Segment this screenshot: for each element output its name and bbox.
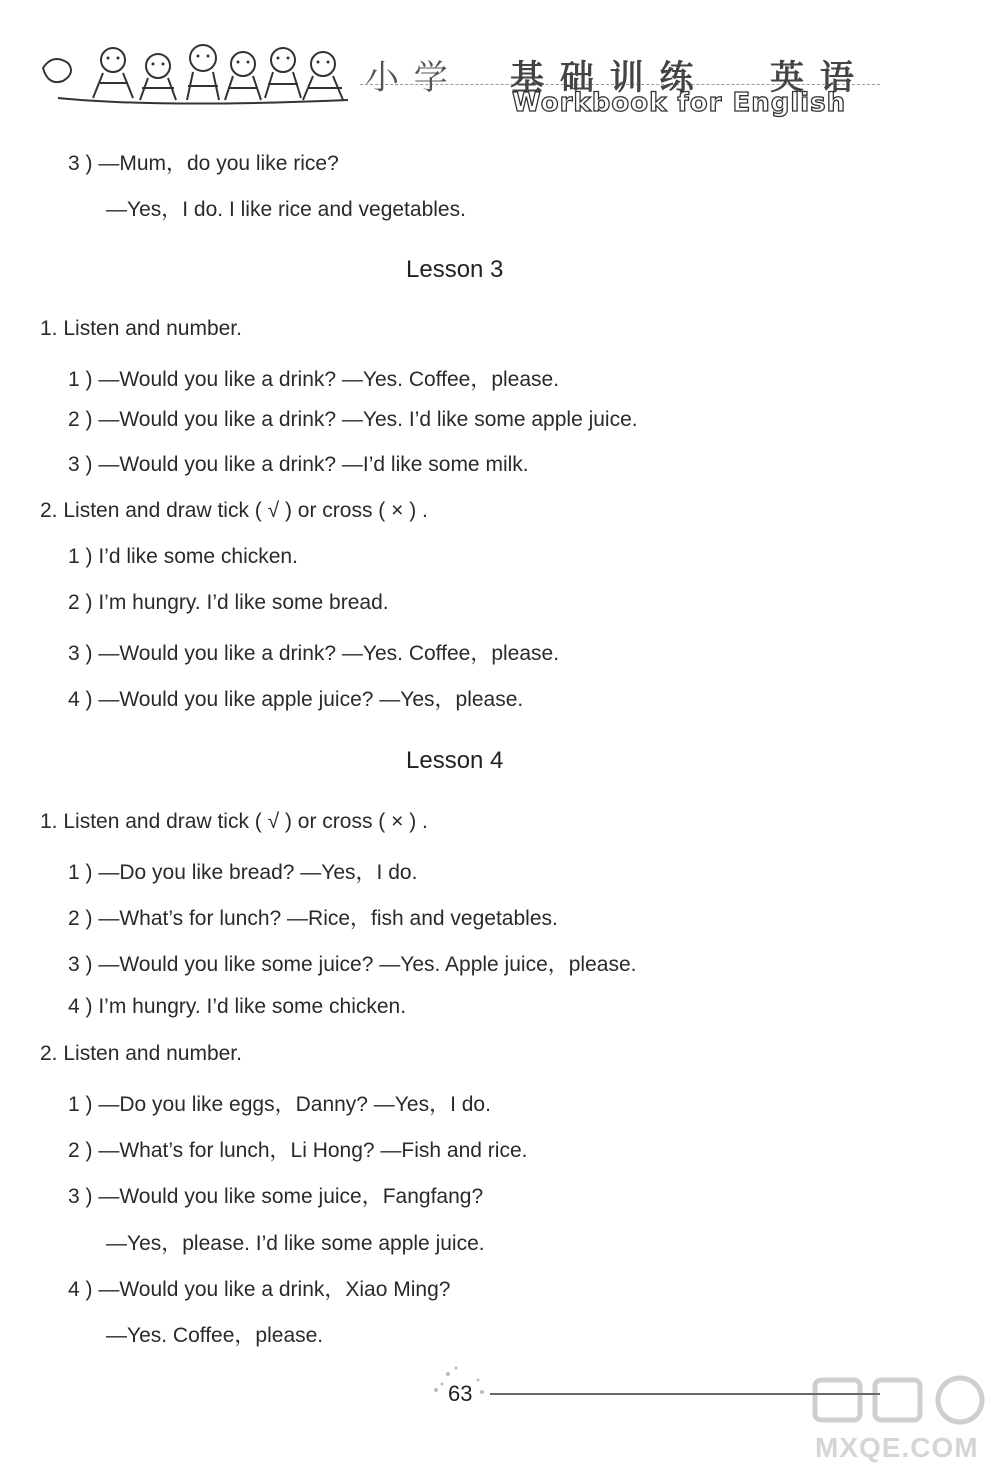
- answer-line: 1 ) —Do you like bread? —Yes，I do.: [68, 861, 418, 884]
- answer-line: 3 ) —Would you like a drink? —Yes. Coffee，please.: [68, 642, 560, 665]
- exercise-heading: 2. Listen and draw tick ( √ ) or cross ( × ) .: [40, 499, 428, 522]
- lesson-heading: Lesson 4: [406, 747, 504, 774]
- answer-line: 3 ) —Would you like some juice，Fangfang?: [68, 1185, 484, 1208]
- answer-line: 4 ) —Would you like a drink，Xiao Ming?: [68, 1278, 451, 1301]
- answer-line: 4 ) I’m hungry. I’d like some chicken.: [68, 995, 407, 1018]
- header-title-jichu: 基 础 训 练: [510, 58, 696, 98]
- answer-line: 1 ) I’d like some chicken.: [68, 545, 298, 568]
- children-illustration-icon: [38, 38, 358, 113]
- header-title-xiaoxue: 小 学: [365, 58, 450, 98]
- answer-line: 1 ) —Would you like a drink? —Yes. Coffee，please.: [68, 368, 560, 391]
- header-title-yingyu: 英 语: [770, 58, 856, 98]
- page-header: [0, 0, 1000, 130]
- answer-line: —Yes，I do. I like rice and vegetables.: [106, 198, 466, 221]
- header-subtitle-en: Workbook for English: [512, 88, 847, 118]
- lesson-heading: Lesson 3: [406, 256, 504, 283]
- exercise-heading: 1. Listen and number.: [40, 317, 242, 340]
- answer-line: 2 ) —Would you like a drink? —Yes. I’d like some apple juice.: [68, 408, 638, 431]
- answer-line: 3 ) —Would you like a drink? —I’d like some milk.: [68, 453, 529, 476]
- exercise-heading: 1. Listen and draw tick ( √ ) or cross ( × ) .: [40, 810, 428, 833]
- answer-line: 2 ) —What’s for lunch，Li Hong? —Fish and rice.: [68, 1139, 528, 1162]
- answer-line: 3 ) —Would you like some juice? —Yes. Apple juice，please.: [68, 953, 637, 976]
- answer-line: —Yes，please. I’d like some apple juice.: [106, 1232, 485, 1255]
- watermark-text: MXQE.COM: [815, 1432, 979, 1463]
- answer-line: 3 ) —Mum，do you like rice?: [68, 152, 339, 175]
- answer-line: —Yes. Coffee，please.: [106, 1324, 324, 1347]
- answer-line: 2 ) I’m hungry. I’d like some bread.: [68, 591, 389, 614]
- watermark: [805, 1370, 995, 1470]
- answer-line: 2 ) —What’s for lunch? —Rice，fish and vegetables.: [68, 907, 558, 930]
- answer-line: 1 ) —Do you like eggs，Danny? —Yes，I do.: [68, 1093, 491, 1116]
- exercise-heading: 2. Listen and number.: [40, 1042, 242, 1065]
- watermark-logo-icon: [805, 1370, 995, 1430]
- page-number: 63: [448, 1381, 473, 1406]
- answer-line: 4 ) —Would you like apple juice? —Yes，please.: [68, 688, 524, 711]
